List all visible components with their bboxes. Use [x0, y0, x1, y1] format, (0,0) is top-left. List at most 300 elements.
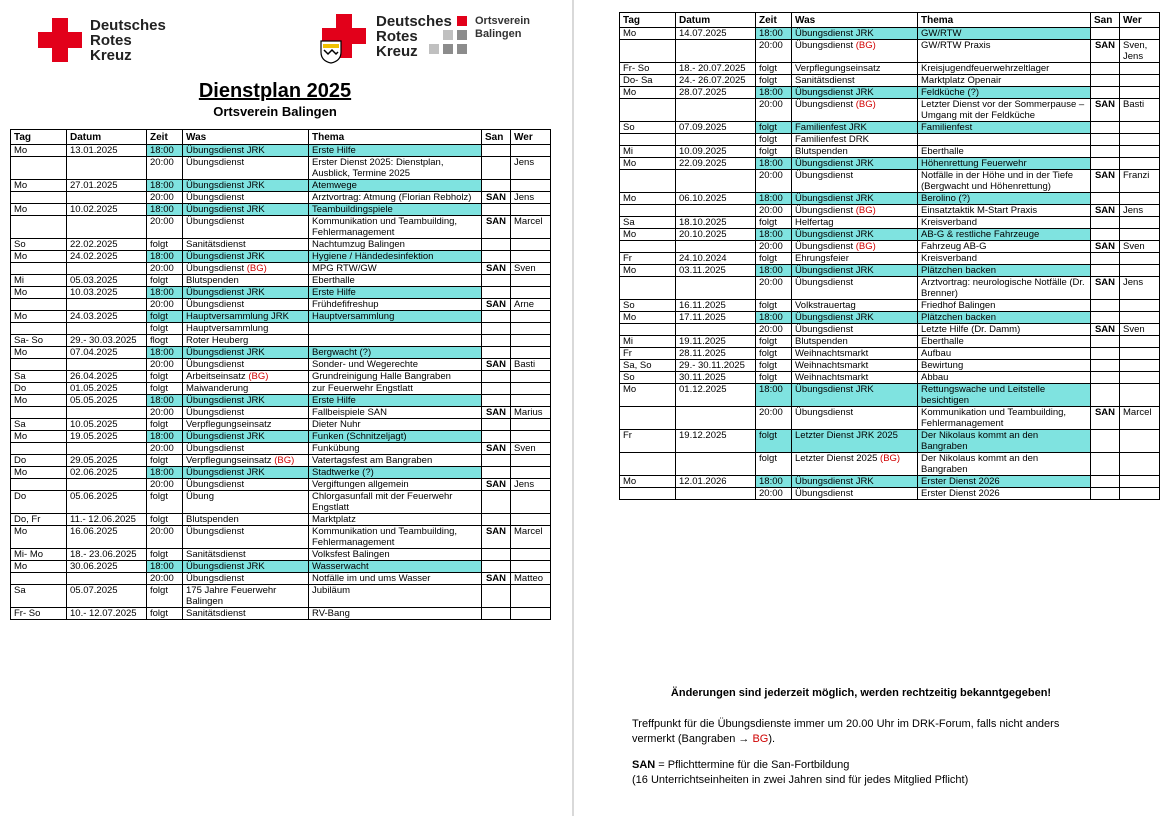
- table-row: [11, 608, 551, 620]
- cell-san: [1091, 453, 1120, 476]
- cell-tag: [11, 479, 67, 491]
- was-text: Übungsdienst: [186, 573, 245, 584]
- cell-was: [792, 40, 918, 63]
- red-cross-icon: [38, 18, 82, 62]
- cell-san: [1091, 122, 1120, 134]
- cell-thema: Feldküche (?): [918, 87, 1091, 99]
- cell-datum: [67, 323, 147, 335]
- cell-san: [482, 491, 511, 514]
- cell-thema: Arztvortrag: Atmung (Florian Rebholz): [309, 192, 482, 204]
- cell-wer: [511, 145, 551, 157]
- table-row: [620, 134, 1160, 146]
- cell-san: [1091, 300, 1120, 312]
- cell-was: [792, 300, 918, 312]
- cell-zeit: 18:00: [756, 312, 792, 324]
- was-text: Blutspenden: [186, 514, 239, 525]
- cell-was: [792, 384, 918, 407]
- logo-line-3: Kreuz: [376, 43, 418, 60]
- cell-datum: 24.03.2025: [67, 311, 147, 323]
- bg-marker: (BG): [855, 99, 876, 110]
- page-divider: [572, 0, 574, 816]
- cell-wer: [1120, 360, 1160, 372]
- cell-datum: 10.02.2025: [67, 204, 147, 216]
- table-row: [11, 145, 551, 157]
- cell-wer: [511, 585, 551, 608]
- cell-thema: Rettungswache und Leitstelle besichtigen: [918, 384, 1091, 407]
- cell-tag: Fr- So: [11, 608, 67, 620]
- cell-zeit: 18:00: [147, 467, 183, 479]
- cell-wer: [511, 275, 551, 287]
- cell-zeit: 20:00: [147, 443, 183, 455]
- cell-san: [1091, 348, 1120, 360]
- cell-datum: 12.01.2026: [676, 476, 756, 488]
- cell-thema: Erste Hilfe: [309, 287, 482, 299]
- cell-datum: [67, 216, 147, 239]
- cell-zeit: 18:00: [756, 158, 792, 170]
- cell-san: [482, 514, 511, 526]
- cell-san: [1091, 372, 1120, 384]
- cell-wer: Sven: [511, 263, 551, 275]
- was-text: Übungsdienst JRK: [186, 431, 265, 442]
- cell-wer: Jens: [1120, 277, 1160, 300]
- cell-tag: Do: [11, 383, 67, 395]
- cell-tag: [11, 323, 67, 335]
- cell-wer: [511, 608, 551, 620]
- schedule-table-right: [619, 12, 1160, 500]
- cell-tag: [620, 205, 676, 217]
- cell-wer: [511, 383, 551, 395]
- was-text: Übungsdienst JRK: [795, 229, 874, 240]
- table-row: [620, 407, 1160, 430]
- was-text: Helfertag: [795, 217, 834, 228]
- cell-san: SAN: [1091, 241, 1120, 253]
- cell-wer: [1120, 87, 1160, 99]
- table-row: [620, 476, 1160, 488]
- was-text: Übungsdienst: [795, 170, 854, 181]
- table-row: [620, 453, 1160, 476]
- cell-wer: [511, 204, 551, 216]
- cell-tag: So: [620, 300, 676, 312]
- cell-datum: 05.03.2025: [67, 275, 147, 287]
- san-key: SAN: [632, 759, 656, 771]
- cell-was: [183, 514, 309, 526]
- cell-san: [1091, 384, 1120, 407]
- cell-thema: Erste Hilfe: [309, 395, 482, 407]
- cell-wer: Basti: [511, 359, 551, 371]
- was-text: Verpflegungseinsatz: [795, 63, 881, 74]
- cell-thema: Eberthalle: [918, 146, 1091, 158]
- cell-san: [482, 323, 511, 335]
- bg-marker: (BG): [246, 263, 267, 274]
- cell-was: [792, 99, 918, 122]
- cell-datum: 10.05.2025: [67, 419, 147, 431]
- cell-san: [1091, 430, 1120, 453]
- cell-was: [792, 372, 918, 384]
- table-row: [11, 479, 551, 491]
- cell-zeit: 20:00: [147, 479, 183, 491]
- cell-datum: 18.- 20.07.2025: [676, 63, 756, 75]
- cell-datum: 24.- 26.07.2025: [676, 75, 756, 87]
- cell-wer: [511, 347, 551, 359]
- cell-was: [183, 299, 309, 311]
- cell-san: [1091, 360, 1120, 372]
- cell-thema: Plätzchen backen: [918, 312, 1091, 324]
- cell-was: [792, 63, 918, 75]
- cell-thema: Eberthalle: [309, 275, 482, 287]
- cell-zeit: 18:00: [147, 145, 183, 157]
- table-row: [620, 253, 1160, 265]
- logo-square-gray: [457, 44, 467, 54]
- table-row: [11, 443, 551, 455]
- cell-zeit: 18:00: [756, 28, 792, 40]
- cell-was: [792, 158, 918, 170]
- cell-thema: Hauptversammlung: [309, 311, 482, 323]
- was-text: Übungsdienst JRK: [795, 384, 874, 395]
- cell-san: [1091, 265, 1120, 277]
- was-text: Arbeitseinsatz: [186, 371, 246, 382]
- logo-square-gray: [443, 30, 453, 40]
- bg-marker: (BG): [855, 40, 876, 51]
- cell-wer: Sven: [1120, 241, 1160, 253]
- cell-zeit: 18:00: [756, 193, 792, 205]
- was-text: Übungsdienst JRK: [795, 476, 874, 487]
- cell-san: [1091, 476, 1120, 488]
- was-text: Übungsdienst JRK: [186, 287, 265, 298]
- cell-san: SAN: [482, 526, 511, 549]
- was-text: Übungsdienst: [795, 277, 854, 288]
- table-row: [620, 430, 1160, 453]
- cell-thema: Sonder- und Wegerechte: [309, 359, 482, 371]
- cell-tag: Mo: [11, 311, 67, 323]
- cell-was: [183, 491, 309, 514]
- cell-tag: [620, 99, 676, 122]
- cell-datum: [676, 205, 756, 217]
- cell-datum: 29.- 30.03.2025: [67, 335, 147, 347]
- was-text: Verpflegungseinsatz: [186, 419, 272, 430]
- cell-wer: [1120, 146, 1160, 158]
- cell-san: [1091, 158, 1120, 170]
- was-text: Übungsdienst: [795, 99, 854, 110]
- cell-thema: Teambuildingspiele: [309, 204, 482, 216]
- cell-was: [792, 360, 918, 372]
- cell-zeit: 20:00: [756, 324, 792, 336]
- cell-san: [1091, 134, 1120, 146]
- cell-was: [183, 573, 309, 585]
- cell-was: [792, 476, 918, 488]
- cell-tag: [620, 324, 676, 336]
- cell-thema: Letzter Dienst vor der Sommerpause – Umgang mit der Feldküche: [918, 99, 1091, 122]
- cell-thema: [918, 134, 1091, 146]
- cell-thema: Fallbeispiele SAN: [309, 407, 482, 419]
- cell-thema: Höhenrettung Feuerwehr: [918, 158, 1091, 170]
- cell-was: [183, 157, 309, 180]
- was-text: Verpflegungseinsatz: [186, 455, 272, 466]
- cell-wer: [511, 287, 551, 299]
- table-body: [620, 28, 1160, 500]
- cell-san: [482, 395, 511, 407]
- cell-san: [482, 275, 511, 287]
- cell-zeit: folgt: [756, 217, 792, 229]
- cell-zeit: 18:00: [756, 265, 792, 277]
- cell-wer: Sven: [1120, 324, 1160, 336]
- cell-wer: [1120, 430, 1160, 453]
- logo-line-1: Deutsches: [376, 13, 452, 30]
- cell-thema: [309, 335, 482, 347]
- logo-line-2: Rotes: [376, 28, 418, 45]
- cell-tag: Mo: [11, 251, 67, 263]
- cell-wer: Jens: [1120, 205, 1160, 217]
- cell-was: [792, 134, 918, 146]
- header-was: Was: [183, 130, 309, 145]
- table-row: [11, 192, 551, 204]
- cell-was: [792, 348, 918, 360]
- cell-datum: 05.07.2025: [67, 585, 147, 608]
- cell-tag: [11, 157, 67, 180]
- was-text: Letzter Dienst JRK 2025: [795, 430, 898, 441]
- cell-tag: Mo: [620, 384, 676, 407]
- table-row: [620, 75, 1160, 87]
- cell-thema: Notfälle in der Höhe und in der Tiefe (Bergwacht und Höhenrettung): [918, 170, 1091, 193]
- cell-datum: [67, 299, 147, 311]
- was-text: Sanitätsdienst: [186, 239, 246, 250]
- cell-zeit: flogt: [147, 335, 183, 347]
- cell-wer: [511, 514, 551, 526]
- logo-line-3: Kreuz: [90, 47, 132, 64]
- was-text: Übungsdienst JRK: [186, 204, 265, 215]
- header-tag: Tag: [11, 130, 67, 145]
- cell-zeit: 20:00: [147, 157, 183, 180]
- cell-thema: [309, 323, 482, 335]
- table-row: [11, 573, 551, 585]
- cell-san: [482, 549, 511, 561]
- cell-thema: Erster Dienst 2026: [918, 488, 1091, 500]
- cell-zeit: 18:00: [147, 287, 183, 299]
- cell-san: [482, 287, 511, 299]
- cell-datum: 27.01.2025: [67, 180, 147, 192]
- header-wer: Wer: [1120, 13, 1160, 28]
- cell-wer: [511, 561, 551, 573]
- cell-zeit: 18:00: [147, 347, 183, 359]
- cell-was: [183, 549, 309, 561]
- cell-was: [792, 241, 918, 253]
- cell-wer: [511, 251, 551, 263]
- cell-datum: [676, 277, 756, 300]
- cell-datum: 22.02.2025: [67, 239, 147, 251]
- cell-san: [482, 455, 511, 467]
- table-row: [11, 323, 551, 335]
- cell-was: [792, 87, 918, 99]
- cell-was: [792, 336, 918, 348]
- cell-was: [183, 287, 309, 299]
- was-text: Maiwanderung: [186, 383, 249, 394]
- cell-was: [792, 488, 918, 500]
- san-legend: [632, 758, 1167, 788]
- cell-datum: 14.07.2025: [676, 28, 756, 40]
- cell-thema: Abbau: [918, 372, 1091, 384]
- cell-tag: Mo: [11, 395, 67, 407]
- table-row: [620, 40, 1160, 63]
- cell-tag: Mo: [620, 158, 676, 170]
- was-text: Ehrungsfeier: [795, 253, 849, 264]
- table-row: [620, 300, 1160, 312]
- cell-was: [792, 205, 918, 217]
- was-text: Blutspenden: [186, 275, 239, 286]
- was-text: Übungsdienst JRK: [186, 395, 265, 406]
- cell-tag: Mo: [11, 347, 67, 359]
- cell-zeit: 18:00: [147, 251, 183, 263]
- cell-wer: [511, 180, 551, 192]
- table-row: [11, 467, 551, 479]
- logo-line-2: Rotes: [90, 32, 132, 49]
- cell-zeit: 18:00: [756, 229, 792, 241]
- cell-thema: Wasserwacht: [309, 561, 482, 573]
- cell-wer: Sven: [511, 443, 551, 455]
- cell-datum: [676, 134, 756, 146]
- cell-zeit: 20:00: [756, 488, 792, 500]
- cell-datum: [676, 99, 756, 122]
- table-row: [11, 180, 551, 192]
- was-text: Übungsdienst JRK: [795, 265, 874, 276]
- logo-line-1: Deutsches: [90, 17, 166, 34]
- was-text: Übungsdienst: [795, 241, 854, 252]
- table-row: [620, 122, 1160, 134]
- cell-zeit: 18:00: [147, 180, 183, 192]
- cell-wer: [1120, 193, 1160, 205]
- cell-wer: [1120, 253, 1160, 265]
- cell-datum: 13.01.2025: [67, 145, 147, 157]
- was-text: Letzter Dienst 2025: [795, 453, 878, 464]
- cell-tag: [620, 407, 676, 430]
- cell-datum: [67, 443, 147, 455]
- table-row: [620, 488, 1160, 500]
- cell-datum: 18.10.2025: [676, 217, 756, 229]
- cell-datum: 22.09.2025: [676, 158, 756, 170]
- table-row: [11, 561, 551, 573]
- cell-tag: Mo: [11, 204, 67, 216]
- cell-wer: [511, 431, 551, 443]
- table-row: [620, 360, 1160, 372]
- cell-datum: 17.11.2025: [676, 312, 756, 324]
- cell-was: [183, 216, 309, 239]
- cell-wer: [1120, 229, 1160, 241]
- cell-zeit: 20:00: [147, 359, 183, 371]
- meeting-line-1: Treffpunkt für die Übungsdienste immer um 20.00 Uhr im DRK-Forum, falls nicht anders: [632, 718, 1060, 730]
- table-row: [620, 336, 1160, 348]
- cell-was: [183, 311, 309, 323]
- cell-was: [792, 277, 918, 300]
- was-text: Übungsdienst: [186, 407, 245, 418]
- cell-was: [183, 239, 309, 251]
- cell-tag: Fr: [620, 253, 676, 265]
- cell-datum: [67, 407, 147, 419]
- header-datum: Datum: [67, 130, 147, 145]
- cell-san: [1091, 229, 1120, 241]
- cell-thema: Berolino (?): [918, 193, 1091, 205]
- cell-datum: 07.09.2025: [676, 122, 756, 134]
- was-text: Blutspenden: [795, 146, 848, 157]
- cell-tag: Mo: [11, 287, 67, 299]
- cell-wer: [511, 467, 551, 479]
- cell-thema: Grundreinigung Halle Bangraben: [309, 371, 482, 383]
- cell-zeit: folgt: [756, 253, 792, 265]
- cell-zeit: 18:00: [147, 395, 183, 407]
- cell-wer: Jens: [511, 479, 551, 491]
- cell-san: SAN: [1091, 407, 1120, 430]
- cell-san: SAN: [482, 443, 511, 455]
- cell-san: [1091, 488, 1120, 500]
- cell-thema: GW/RTW Praxis: [918, 40, 1091, 63]
- cell-datum: [67, 263, 147, 275]
- cell-san: [482, 585, 511, 608]
- was-text: Übungsdienst: [186, 192, 245, 203]
- was-text: Übungsdienst: [186, 359, 245, 370]
- cell-wer: Sven, Jens: [1120, 40, 1160, 63]
- cell-san: [1091, 87, 1120, 99]
- cell-was: [792, 122, 918, 134]
- cell-san: [482, 371, 511, 383]
- cell-wer: Franzi: [1120, 170, 1160, 193]
- table-row: [620, 99, 1160, 122]
- cell-datum: [676, 324, 756, 336]
- cell-san: [482, 239, 511, 251]
- cell-thema: Plätzchen backen: [918, 265, 1091, 277]
- cell-was: [183, 395, 309, 407]
- cell-was: [183, 275, 309, 287]
- table-row: [11, 275, 551, 287]
- table-row: [11, 335, 551, 347]
- cell-san: [482, 145, 511, 157]
- cell-tag: [11, 192, 67, 204]
- cell-tag: [11, 407, 67, 419]
- schedule-table-left: [10, 129, 551, 620]
- cell-thema: Funken (Schnitzeljagt): [309, 431, 482, 443]
- cell-zeit: folgt: [756, 453, 792, 476]
- cell-wer: Jens: [511, 192, 551, 204]
- cell-datum: 20.10.2025: [676, 229, 756, 241]
- ov-line-2: Balingen: [475, 28, 522, 40]
- was-text: Weihnachtsmarkt: [795, 360, 869, 371]
- cell-zeit: 18:00: [756, 384, 792, 407]
- cell-tag: [11, 299, 67, 311]
- cell-tag: Mo: [11, 526, 67, 549]
- table-row: [11, 204, 551, 216]
- table-row: [620, 324, 1160, 336]
- cell-tag: Mo: [11, 431, 67, 443]
- cell-tag: [11, 359, 67, 371]
- table-body: [11, 145, 551, 620]
- ov-line-1: Ortsverein: [475, 15, 531, 27]
- cell-tag: [620, 488, 676, 500]
- cell-was: [183, 263, 309, 275]
- cell-zeit: 20:00: [147, 299, 183, 311]
- cell-san: [482, 311, 511, 323]
- table-row: [620, 384, 1160, 407]
- ov-name: [475, 15, 530, 41]
- cell-tag: [620, 40, 676, 63]
- cell-thema: Einsatztaktik M-Start Praxis: [918, 205, 1091, 217]
- cell-zeit: folgt: [756, 134, 792, 146]
- cell-zeit: folgt: [756, 63, 792, 75]
- cell-thema: RV-Bang: [309, 608, 482, 620]
- cell-thema: Aufbau: [918, 348, 1091, 360]
- cell-datum: [676, 453, 756, 476]
- cell-san: SAN: [1091, 277, 1120, 300]
- cell-san: SAN: [1091, 99, 1120, 122]
- cell-san: SAN: [1091, 324, 1120, 336]
- cell-tag: Mo: [620, 476, 676, 488]
- cell-thema: Fahrzeug AB-G: [918, 241, 1091, 253]
- cell-san: [482, 335, 511, 347]
